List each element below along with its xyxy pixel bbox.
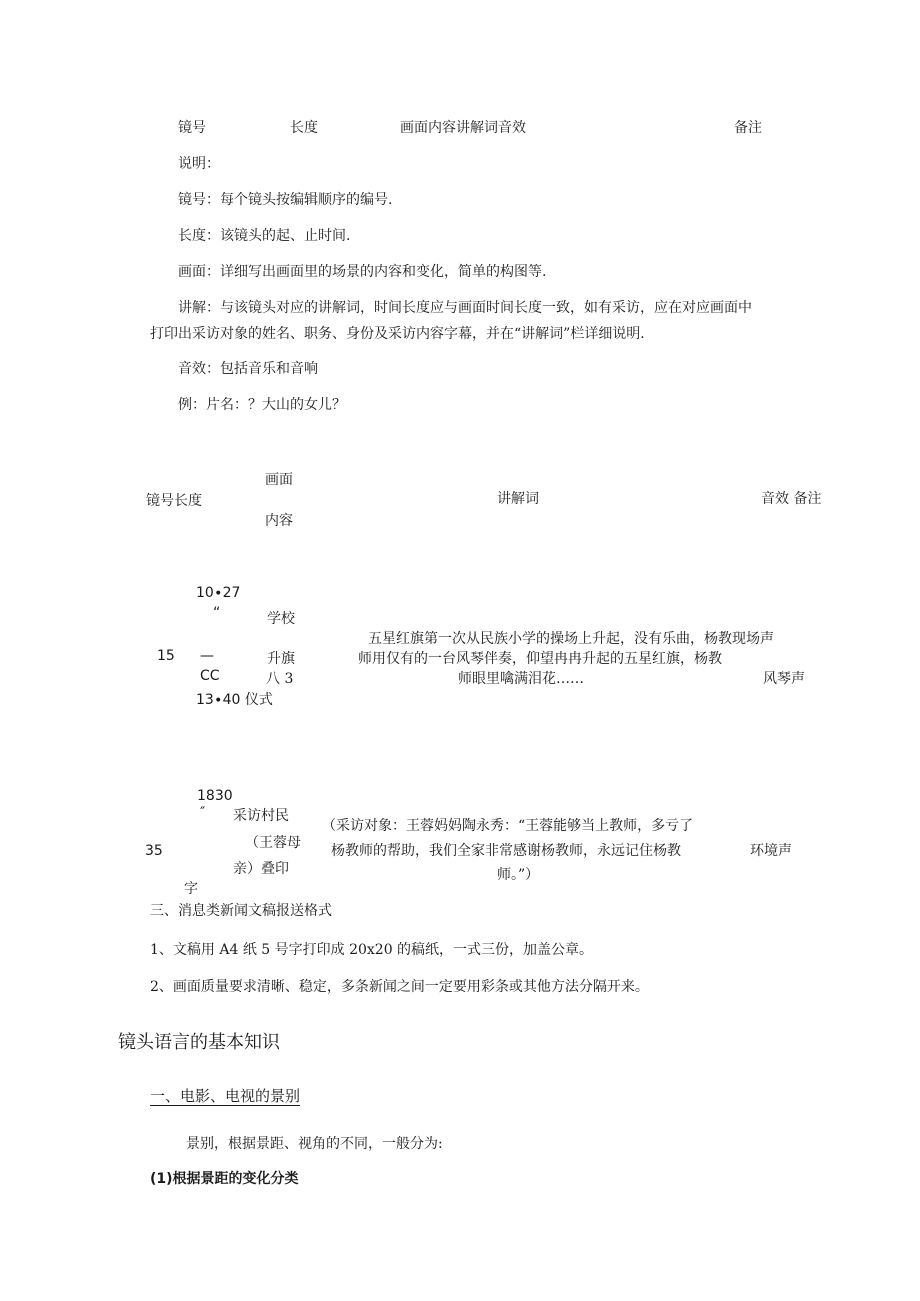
header-col-notes: 备注 [734,120,762,136]
row1-sound: 风琴声 [763,671,805,687]
row1-narration-1: 五星红旗第一次从民族小学的操场上升起，没有乐曲，杨教现场声 [368,631,774,647]
row2-scene-3: 亲）叠印 [233,861,289,877]
explain-line-narration-cont: 打印出采访对象的姓名、职务、身份及采访内容字幕，并在“讲解词”栏详细说明. [150,326,645,342]
explain-line-sound: 音效：包括音乐和音响 [178,361,318,377]
table-header-num-length: 镜号长度 [146,493,202,509]
lens-para-2: (1)根据景距的变化分类 [150,1171,299,1187]
row1-scene-1: 学校 [267,611,295,627]
section3-title: 三、消息类新闻文稿报送格式 [150,903,332,919]
table-header-narration: 讲解词 [497,491,539,507]
row1-length-mark2: — [200,648,214,664]
section3-para-2: 2、画面质量要求清晰、稳定，多条新闻之间一定要用彩条或其他方法分隔开来。 [150,979,649,995]
explain-line-narration: 讲解：与该镜头对应的讲解词，时间长度应与画面时间长度一致，如有采访，应在对应画面中 [178,300,752,316]
header-col-num: 镜号 [178,120,206,136]
row2-scene-1: 采访村民 [233,808,289,824]
table-header-scene-2: 内容 [265,513,293,529]
row1-scene-2: 升旗 [267,651,295,667]
row2-num: 35 [145,843,163,859]
row2-narration-1: （采访对象：王蓉妈妈陶永秀：“王蓉能够当上教师，多亏了 [322,818,694,834]
lens-para-1: 景别，根据景距、视角的不同，一般分为: [186,1136,443,1152]
explain-line-scene: 画面：详细写出画面里的场景的内容和变化，简单的构图等. [178,264,547,280]
row1-scene-3: 八 3 [266,671,294,687]
section3-para-1: 1、文稿用 A4 纸 5 号字打印成 20x20 的稿纸，一式三份，加盖公章。 [150,942,594,958]
table-header-scene-1: 画面 [265,472,293,488]
table-header-sound-notes: 音效 备注 [761,491,822,507]
row1-num: 15 [157,648,175,664]
explain-title: 说明： [178,156,220,172]
explain-line-num: 镜号：每个镜头按编辑顺序的编号. [178,192,393,208]
row2-scene-2: （王蓉母 [245,835,301,851]
lens-subsection-title: 一、电影、电视的景别 [150,1087,301,1105]
row2-length-start: 1830 [197,788,233,804]
row2-narration-2: 杨教师的帮助，我们全家非常感谢杨教师，永远记住杨教 [331,843,681,859]
row1-narration-2: 师用仅有的一台风琴伴奏，仰望冉冉升起的五星红旗，杨教 [358,651,722,667]
header-col-length: 长度 [290,120,318,136]
row2-length-tail: 字 [184,881,198,897]
row1-length-end: 13∙40 仪式 [196,692,273,708]
header-col-content: 画面内容讲解词音效 [400,120,526,136]
row2-narration-3: 师。”） [497,867,540,883]
row1-narration-3: 师眼里噙满泪花…… [458,671,584,687]
row2-sound: 环境声 [750,843,792,859]
row1-length-start: 10∙27 [196,585,241,601]
row1-length-mark1: “ [213,605,221,621]
row1-length-mark3: CC [200,668,220,684]
row2-length-mark: ″ [200,805,206,821]
lens-section-title: 镜头语言的基本知识 [118,1032,280,1053]
explain-line-length: 长度：该镜头的起、止时间. [178,228,351,244]
example-title: 例：片名：？大山的女儿？ [178,397,346,413]
